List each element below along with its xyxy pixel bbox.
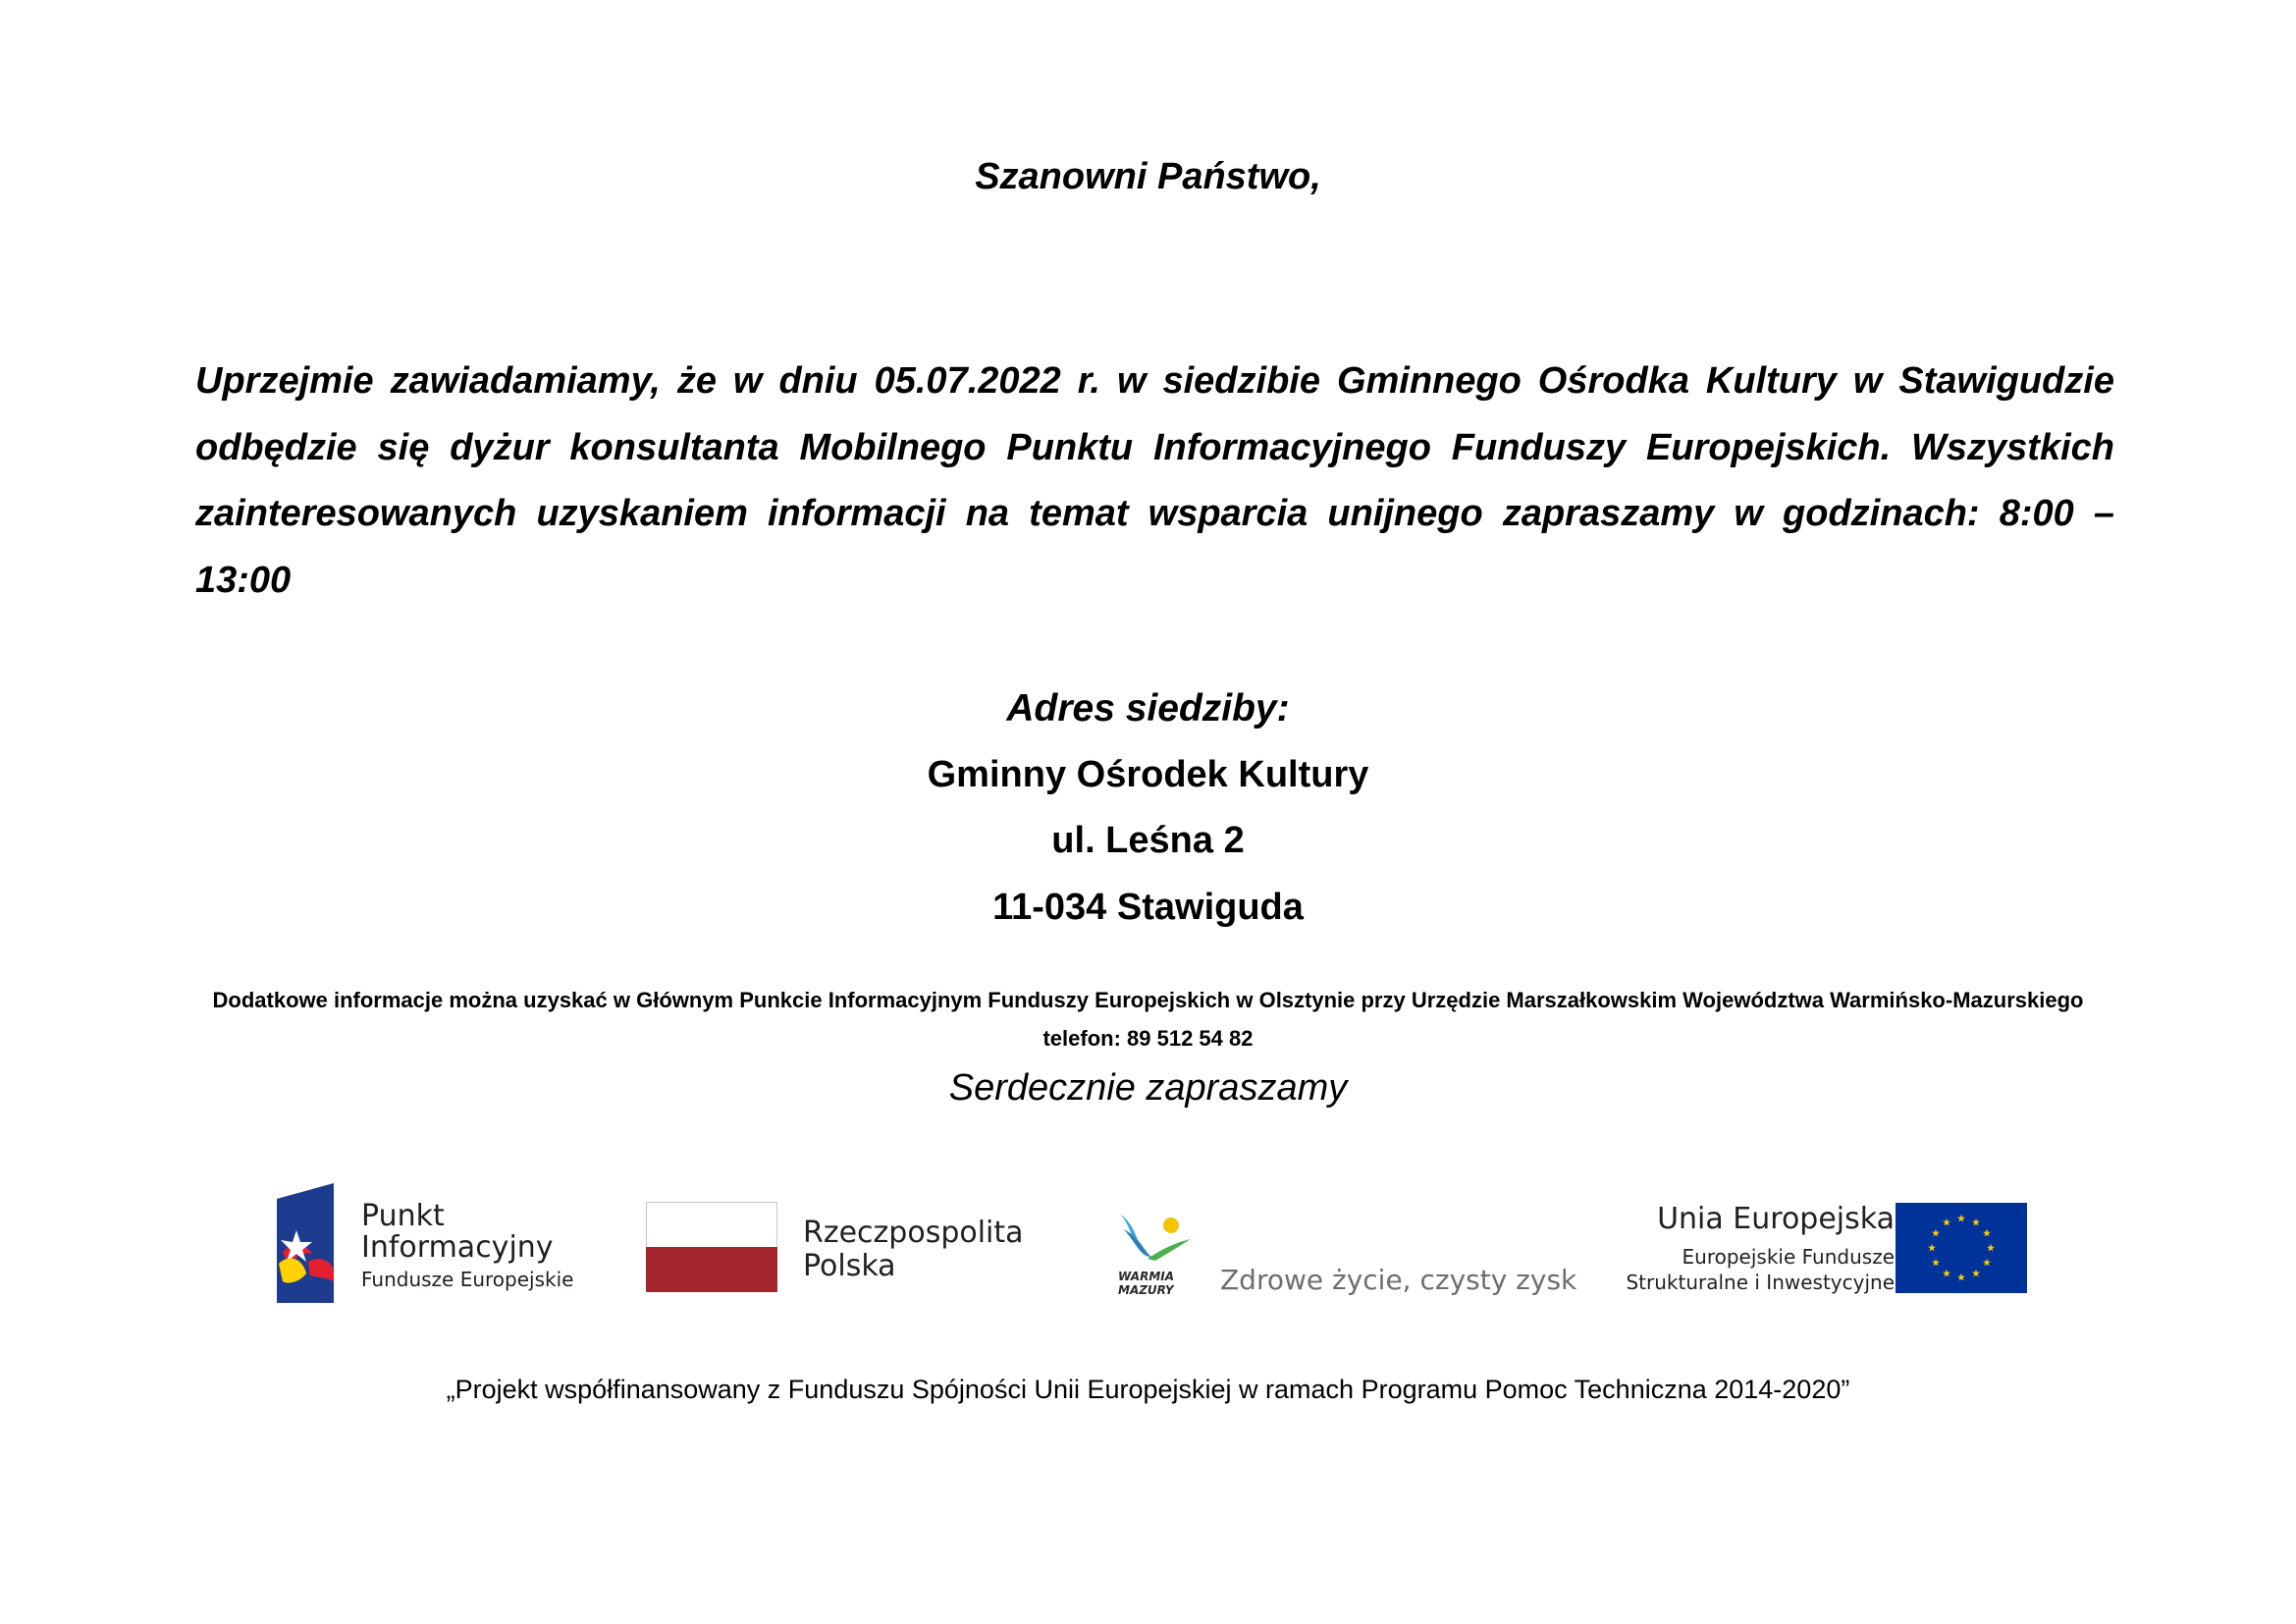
punkt-informacyjny-logo bbox=[275, 1183, 579, 1306]
footer-note: „Projekt współfinansowany z Funduszu Spójności Unii Europejskiej w ramach Programu Pomoc Techniczna 2014-2020” bbox=[446, 1375, 1850, 1404]
polish-flag-red bbox=[646, 1247, 777, 1292]
greeting: Szanowni Państwo, bbox=[975, 156, 1321, 197]
punkt-line2: Informacyjny bbox=[361, 1230, 554, 1265]
fundusze-europejskie-star-icon bbox=[275, 1183, 336, 1303]
warmia-text: WARMIA bbox=[1118, 1270, 1175, 1283]
address-name: Gminny Ośrodek Kultury bbox=[927, 754, 1369, 795]
warmia-mazury-logo bbox=[1114, 1200, 1577, 1308]
polish-flag-white bbox=[646, 1202, 777, 1247]
warmia-mazury-emblem-icon bbox=[1114, 1200, 1202, 1298]
eu-sub2: Strukturalne i Inwestycyjne bbox=[1626, 1271, 1895, 1294]
eu-sub1: Europejskie Fundusze bbox=[1682, 1245, 1895, 1269]
eu-flag-icon bbox=[1896, 1203, 2027, 1293]
warmia-slogan: Zdrowe życie, czysty zysk bbox=[1220, 1264, 1577, 1296]
phone-number: telefon: 89 512 54 82 bbox=[1042, 1026, 1254, 1051]
address-street: ul. Leśna 2 bbox=[1051, 820, 1245, 861]
closing-text: Serdecznie zapraszamy bbox=[948, 1067, 1348, 1109]
rp-line1: Rzeczpospolita bbox=[803, 1216, 1024, 1250]
punkt-line1: Punkt bbox=[361, 1199, 445, 1233]
address-heading: Adres siedziby: bbox=[1006, 687, 1290, 730]
mazury-text: MAZURY bbox=[1118, 1283, 1174, 1297]
rzeczpospolita-polska-logo bbox=[646, 1202, 1058, 1295]
eu-title: Unia Europejska bbox=[1657, 1202, 1895, 1236]
punkt-sub: Fundusze Europejskie bbox=[361, 1268, 574, 1291]
address-city: 11-034 Stawiguda bbox=[992, 887, 1304, 928]
unia-europejska-logo bbox=[1610, 1203, 2027, 1296]
rp-line2: Polska bbox=[803, 1249, 896, 1283]
extra-info-text: Dodatkowe informacje można uzyskać w Głównym Punkcie Informacyjnym Funduszy Europejskich w Olsztynie przy Urzędzie Marszałkowskim Województwa Warmińsko-Mazurskiego bbox=[212, 988, 2084, 1012]
announcement-paragraph: Uprzejmie zawiadamiamy, że w dniu 05.07.2022 r. w siedzibie Gminnego Ośrodka Kultury w Stawigudzie odbędzie się dyżur konsultanta Mobilnego Punktu Informacyjnego Funduszy Europejskich. Wszystkich zainteresowanych uzyskaniem informacji na temat wsparcia unijnego zapraszamy w godzinach: 8:00 – 13:00 bbox=[195, 360, 2114, 601]
